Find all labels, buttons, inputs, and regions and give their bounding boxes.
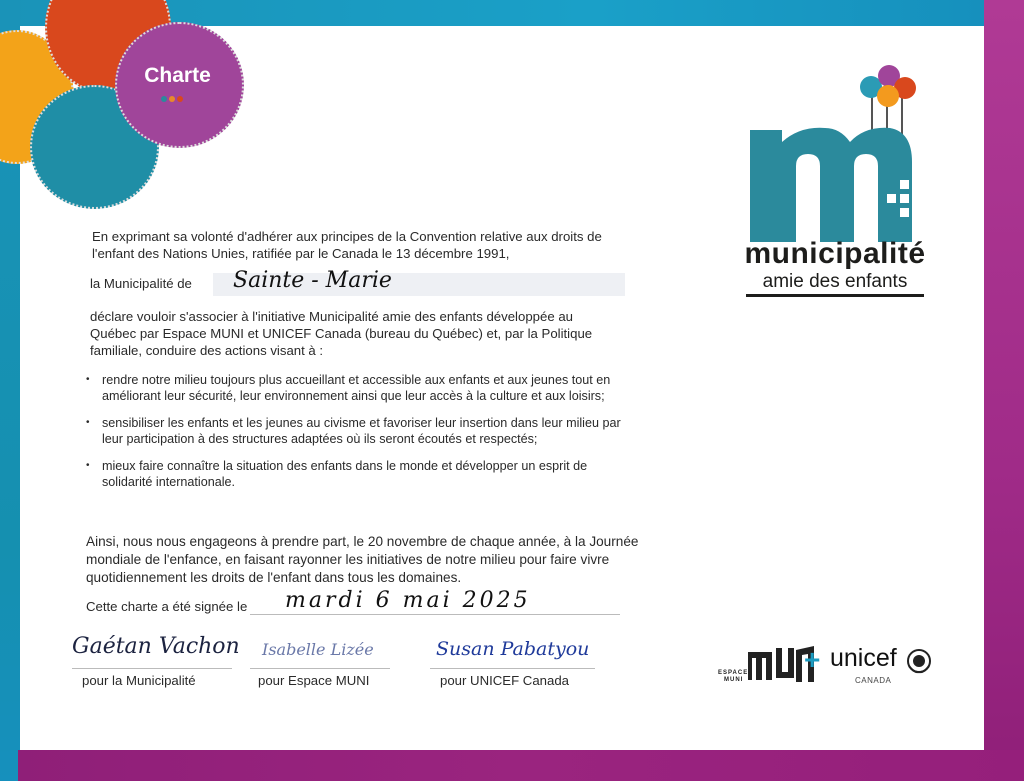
signature-line	[430, 668, 595, 669]
logo-subtitle: amie des enfants	[746, 271, 924, 297]
declaration-paragraph: déclare vouloir s'associer à l'initiative Municipalité amie des enfants développée au Québec par Espace MUNI et UNICEF Canada (bureau du Québec) et, par la Politique familiale, conduire des actions visant à :	[90, 309, 593, 358]
municipality-name-handwritten: Sainte - Marie	[233, 268, 392, 293]
signature-municipalite: Gaétan Vachon	[72, 634, 240, 659]
logo-wordmark: municipalité	[744, 237, 926, 270]
intro-paragraph: En exprimant sa volonté d'adhérer aux principes de la Convention relative aux droits de l'enfant des Nations Unies, ratifiée par le Canada le 13 décembre 1991,	[92, 229, 602, 261]
list-item: • rendre notre milieu toujours plus accueillant et accessible aux enfants et aux jeunes tout en améliorant leur sécurité, leur environnement ainsi que leur accès à la culture et aux loisirs;	[86, 372, 626, 404]
unicef-emblem-icon	[906, 648, 932, 674]
signature-line	[250, 668, 390, 669]
municipality-label: la Municipalité de	[90, 276, 192, 291]
plus-icon: +	[804, 644, 821, 675]
actions-list	[86, 372, 626, 501]
list-item: • sensibiliser les enfants et les jeunes au civisme et favoriser leur insertion dans leur milieu par leur participation à des structures adaptées où ils seront écoutés et respectés;	[86, 415, 626, 447]
list-item: • mieux faire connaître la situation des enfants dans le monde et développer un esprit de solidarité internationale.	[86, 458, 626, 490]
signature-label-unicef: pour UNICEF Canada	[440, 673, 570, 688]
signature-unicef: Susan Pabatyou	[436, 638, 590, 660]
date-line	[250, 614, 620, 615]
unicef-wordmark: unicef	[830, 644, 897, 672]
signature-line	[72, 668, 232, 669]
partner-logos	[718, 642, 938, 692]
espace-muni-text: ESPACE MUNI	[718, 670, 749, 683]
signature-label-municipalite: pour la Municipalité	[82, 673, 196, 688]
signed-date-handwritten: mardi 6 mai 2025	[285, 588, 531, 613]
logo-m-icon	[720, 62, 950, 252]
signature-espace-muni: Isabelle Lizée	[262, 640, 374, 659]
signature-label-espace-muni: pour Espace MUNI	[258, 673, 370, 688]
signed-label: Cette charte a été signée le	[86, 599, 248, 614]
unicef-canada-label: CANADA	[855, 676, 892, 685]
border-bottom	[18, 750, 1024, 781]
border-right	[984, 0, 1024, 781]
municipalite-amie-des-enfants-logo	[720, 62, 950, 302]
commitment-paragraph: Ainsi, nous nous engageons à prendre part, le 20 novembre de chaque année, à la Journée mondiale de l'enfance, en faisant rayonner les initiatives de notre milieu pour faire vivre quotidiennement les droits de l'enfant dans tous les domaines.	[86, 534, 639, 585]
charte-title: Charte	[144, 64, 211, 87]
charte-dots-icon	[161, 96, 183, 102]
